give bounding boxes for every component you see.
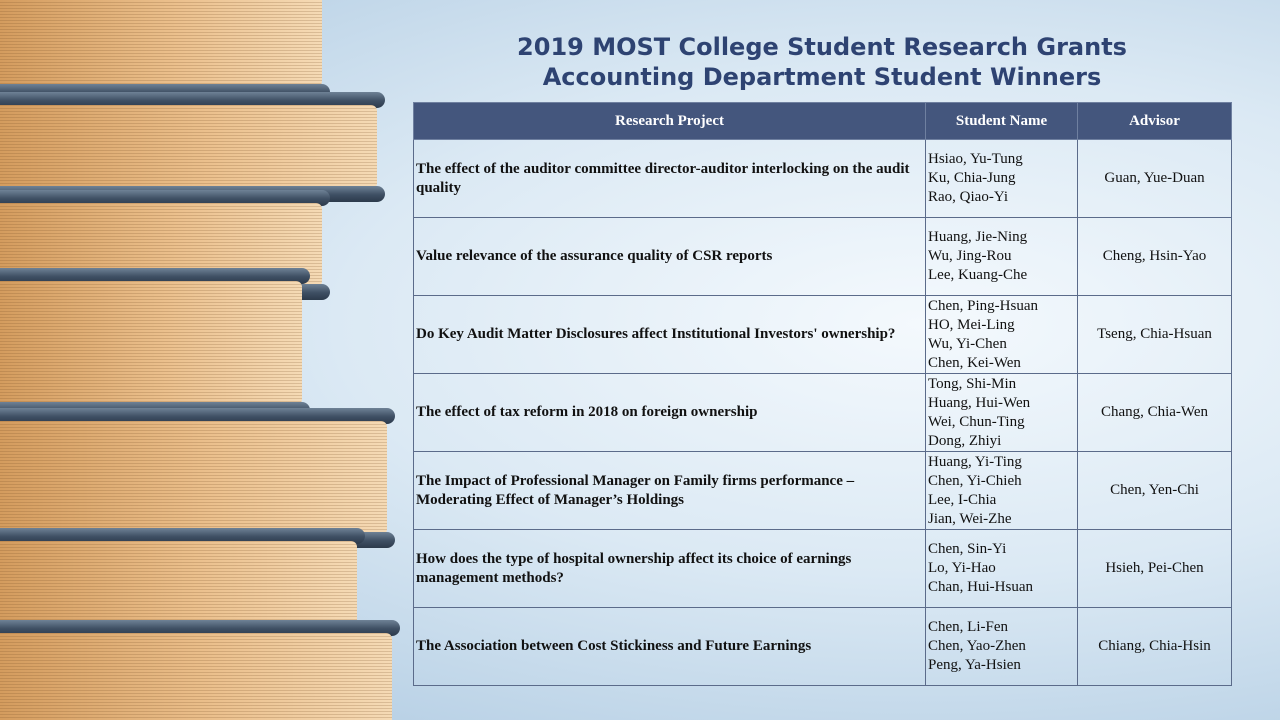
student-name: HO, Mei-Ling [928, 316, 1015, 333]
research-project-cell: Do Key Audit Matter Disclosures affect Institutional Investors' ownership? [414, 296, 926, 374]
student-name: Rao, Qiao-Yi [928, 189, 1008, 205]
student-name: Dong, Zhiyi [928, 432, 1002, 449]
student-names-cell [926, 530, 1078, 608]
book-stack-illustration [0, 0, 420, 720]
student-name: Huang, Yi-Ting [928, 453, 1022, 470]
student-name: Ku, Chia-Jung [928, 170, 1016, 186]
title-line-2: Accounting Department Student Winners [542, 63, 1102, 91]
research-project-cell: The effect of tax reform in 2018 on foreign ownership [414, 374, 926, 452]
table-row [414, 374, 1232, 452]
book [0, 92, 385, 202]
student-names-cell [926, 218, 1078, 296]
student-names-cell [926, 296, 1078, 374]
advisor-cell: Chen, Yen-Chi [1078, 452, 1232, 530]
research-project-cell: Value relevance of the assurance quality of CSR reports [414, 218, 926, 296]
advisor-cell: Guan, Yue-Duan [1078, 140, 1232, 218]
student-name: Jian, Wei-Zhe [928, 510, 1012, 527]
student-name: Wei, Chun-Ting [928, 413, 1025, 430]
header-research-project: Research Project [414, 103, 926, 140]
student-name: Wu, Jing-Rou [928, 248, 1012, 264]
student-name: Huang, Hui-Wen [928, 394, 1031, 411]
student-name: Lee, I-Chia [928, 491, 997, 508]
student-name: Chen, Yao-Zhen [928, 638, 1026, 654]
table-row [414, 218, 1232, 296]
advisor-cell: Hsieh, Pei-Chen [1078, 530, 1232, 608]
advisor-cell: Chiang, Chia-Hsin [1078, 608, 1232, 686]
student-name: Lo, Yi-Hao [928, 560, 996, 576]
table-row [414, 140, 1232, 218]
book [0, 620, 400, 720]
student-name: Chen, Ping-Hsuan [928, 297, 1038, 314]
page-title [412, 32, 1232, 92]
table-row [414, 608, 1232, 686]
advisor-cell: Cheng, Hsin-Yao [1078, 218, 1232, 296]
student-name: Huang, Jie-Ning [928, 229, 1028, 245]
student-names-cell [926, 452, 1078, 530]
title-line-1: 2019 MOST College Student Research Grants [517, 33, 1127, 61]
winners-table [413, 102, 1232, 686]
advisor-cell: Chang, Chia-Wen [1078, 374, 1232, 452]
student-name: Peng, Ya-Hsien [928, 657, 1021, 673]
student-names-cell [926, 140, 1078, 218]
research-project-cell: The effect of the auditor committee director-auditor interlocking on the audit quality [414, 140, 926, 218]
table-row [414, 452, 1232, 530]
table-header-row [414, 103, 1232, 140]
student-names-cell [926, 374, 1078, 452]
student-name: Hsiao, Yu-Tung [928, 151, 1023, 167]
advisor-cell: Tseng, Chia-Hsuan [1078, 296, 1232, 374]
book [0, 0, 330, 100]
book [0, 268, 310, 418]
student-names-cell [926, 608, 1078, 686]
student-name: Tong, Shi-Min [928, 375, 1017, 392]
research-project-cell: How does the type of hospital ownership affect its choice of earnings management methods? [414, 530, 926, 608]
student-name: Chan, Hui-Hsuan [928, 579, 1033, 595]
student-name: Wu, Yi-Chen [928, 335, 1007, 352]
book [0, 408, 395, 548]
research-project-cell: The Association between Cost Stickiness and Future Earnings [414, 608, 926, 686]
table-row [414, 530, 1232, 608]
header-advisor: Advisor [1078, 103, 1232, 140]
header-student-name: Student Name [926, 103, 1078, 140]
student-name: Chen, Yi-Chieh [928, 472, 1022, 489]
student-name: Chen, Sin-Yi [928, 541, 1007, 557]
table-row [414, 296, 1232, 374]
research-project-cell: The Impact of Professional Manager on Family firms performance –Moderating Effect of Manager’s Holdings [414, 452, 926, 530]
student-name: Chen, Li-Fen [928, 619, 1008, 635]
student-name: Chen, Kei-Wen [928, 354, 1021, 371]
student-name: Lee, Kuang-Che [928, 267, 1028, 283]
